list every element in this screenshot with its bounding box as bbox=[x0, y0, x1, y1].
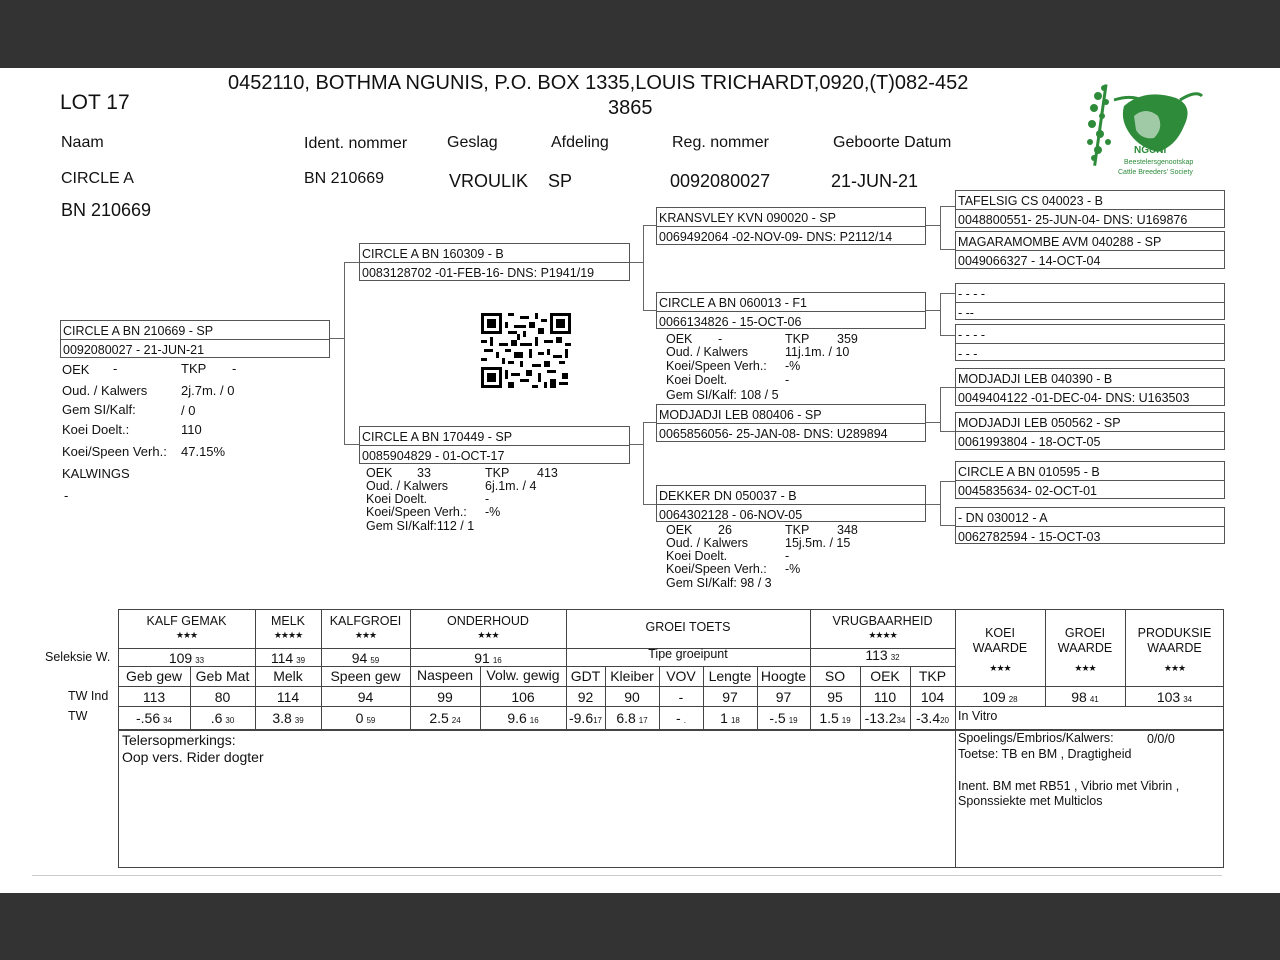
value-naam: CIRCLE A bbox=[61, 170, 134, 187]
waarde-stars: ★★★ bbox=[1074, 663, 1096, 673]
subject-line2: 0092080027 - 21-JUN-21 bbox=[63, 343, 205, 357]
connector bbox=[643, 225, 644, 310]
sire-line1: CIRCLE A BN 160309 - B bbox=[362, 247, 504, 261]
logo-name: NGUNI bbox=[1134, 145, 1167, 156]
bottom-rule bbox=[32, 875, 1222, 876]
group-name: ONDERHOUD bbox=[447, 614, 529, 628]
connector bbox=[940, 249, 956, 250]
ggp-line2: 0045835634- 02-OCT-01 bbox=[958, 484, 1097, 498]
dam-oud-value: 6j.1m. / 4 bbox=[485, 479, 537, 493]
dd-oek-label: OEK bbox=[666, 523, 693, 537]
dd-tkp-label: TKP bbox=[785, 523, 810, 537]
tw-cell: 2.5 24 bbox=[429, 710, 461, 726]
ggp-box-8 bbox=[955, 507, 1225, 544]
row-label-seleksie: Seleksie W. bbox=[45, 650, 111, 664]
group-kalfgroei bbox=[321, 615, 410, 640]
tw-cell: 6.8 17 bbox=[616, 710, 648, 726]
ggp-line2: 0062782594 - 15-OCT-03 bbox=[958, 530, 1101, 544]
label-reg: Reg. nommer bbox=[672, 134, 769, 151]
subject-doelt-label: Koei Doelt.: bbox=[62, 422, 130, 437]
col-volw-gewig: Volw. gewig bbox=[486, 667, 560, 683]
kalwings-label: KALWINGS bbox=[62, 466, 130, 481]
label-ident: Ident. nommer bbox=[304, 135, 408, 152]
produksie-waarde-header bbox=[1125, 627, 1224, 673]
ggp-box-3 bbox=[955, 283, 1225, 320]
dd-box bbox=[656, 485, 926, 522]
ss-line1: KRANSVLEY KVN 090020 - SP bbox=[659, 211, 836, 225]
ds-line1: MODJADJI LEB 080406 - SP bbox=[659, 408, 822, 422]
group-stars: ★★★★ bbox=[868, 629, 897, 640]
waarde-stars: ★★★ bbox=[989, 663, 1011, 673]
ds-box bbox=[656, 404, 926, 442]
ggp-line2: - -- bbox=[958, 306, 974, 320]
connector bbox=[925, 422, 940, 423]
subject-oud-value: 2j.7m. / 0 bbox=[181, 383, 235, 398]
connector bbox=[940, 387, 956, 388]
dam-oud-label: Oud. / Kalwers bbox=[366, 479, 448, 493]
dam-tkp-label: TKP bbox=[485, 466, 510, 480]
tw-cell: -3.420 bbox=[915, 710, 950, 726]
waarde-stars: ★★★ bbox=[1163, 663, 1186, 673]
ggp-box-7 bbox=[955, 461, 1225, 499]
dam-tkp-value: 413 bbox=[537, 466, 558, 480]
group-name: KALFGROEI bbox=[329, 614, 402, 628]
connector bbox=[940, 387, 941, 431]
ggp-line1: - - - - bbox=[958, 328, 986, 342]
koei-waarde-header bbox=[955, 627, 1045, 673]
connector bbox=[643, 422, 657, 423]
subject-verh-value: 47.15% bbox=[181, 444, 226, 459]
dam-verh-value: -% bbox=[485, 505, 501, 519]
group-name: VRUGBAARHEID bbox=[832, 614, 933, 628]
twind-cell: - bbox=[678, 689, 684, 705]
waarde-name: WAARDE bbox=[972, 640, 1028, 655]
twind-cell: 106 bbox=[511, 689, 535, 705]
ggp-line2: 0049404122 -01-DEC-04- DNS: U163503 bbox=[958, 391, 1190, 405]
col-geb-gew: Geb gew bbox=[125, 668, 183, 684]
connector bbox=[940, 481, 956, 482]
value-afdeling: SP bbox=[548, 171, 573, 191]
dam-line2: 0085904829 - 01-OCT-17 bbox=[362, 449, 505, 463]
remarks-title: Telersopmerkings: bbox=[122, 732, 236, 748]
subject-box bbox=[60, 320, 330, 358]
remarks-text: Oop vers. Rider dogter bbox=[122, 749, 264, 765]
sd-gem: Gem SI/Kalf: 108 / 5 bbox=[666, 388, 779, 402]
kalwings-value: - bbox=[64, 488, 69, 503]
ggp-box-6 bbox=[955, 412, 1225, 450]
spoelings-value: 0/0/0 bbox=[1147, 732, 1175, 746]
subject-gem-label: Gem SI/Kalf: bbox=[62, 402, 136, 417]
subject-verh-label: Koei/Speen Verh.: bbox=[62, 444, 167, 459]
ggp-line1: TAFELSIG CS 040023 - B bbox=[958, 194, 1103, 208]
group-stars: ★★★ bbox=[354, 629, 377, 640]
dd-oud-value: 15j.5m. / 15 bbox=[785, 536, 851, 550]
connector bbox=[643, 225, 657, 226]
value-geslag: VROULIK bbox=[449, 171, 529, 191]
label-naam: Naam bbox=[61, 134, 104, 151]
groei-waarde-header bbox=[1045, 627, 1125, 673]
ggp-box-2 bbox=[955, 231, 1225, 269]
col-lengte: Lengte bbox=[708, 668, 752, 684]
ggp-box-5 bbox=[955, 368, 1225, 406]
sd-verh-value: -% bbox=[785, 359, 801, 373]
koei-waarde-value: 109 28 bbox=[982, 689, 1018, 705]
sd-oud-value: 11j.1m. / 10 bbox=[785, 345, 850, 359]
row-label-twind: TW Ind bbox=[68, 689, 109, 703]
dd-doelt-label: Koei Doelt. bbox=[666, 549, 728, 563]
sel-onderhoud: 91 16 bbox=[474, 650, 502, 666]
tw-cell: -13.234 bbox=[864, 710, 906, 726]
tw-cell: 9.6 16 bbox=[507, 710, 539, 726]
dd-gem: Gem SI/Kalf: 98 / 3 bbox=[666, 576, 772, 590]
subject-doelt-value: 110 bbox=[181, 422, 202, 437]
sd-oud-label: Oud. / Kalwers bbox=[666, 345, 748, 359]
dam-oek-label: OEK bbox=[366, 466, 393, 480]
ss-line2: 0069492064 -02-NOV-09- DNS: P2112/14 bbox=[659, 230, 893, 244]
ggp-line2: 0061993804 - 18-OCT-05 bbox=[958, 435, 1101, 449]
col-gdt: GDT bbox=[570, 668, 601, 684]
tw-cell: .6 30 bbox=[210, 710, 235, 726]
dd-doelt-value: - bbox=[785, 549, 790, 563]
sd-line1: CIRCLE A BN 060013 - F1 bbox=[659, 296, 807, 310]
twind-cell: 94 bbox=[357, 689, 374, 705]
dd-verh-label: Koei/Speen Verh.: bbox=[666, 562, 767, 576]
connector bbox=[329, 338, 344, 339]
waarde-name: WAARDE bbox=[1057, 640, 1113, 655]
group-vrugbaarheid bbox=[810, 615, 955, 640]
col-hoogte: Hoogte bbox=[760, 668, 807, 684]
twind-cell: 97 bbox=[775, 689, 792, 705]
col-tkp: TKP bbox=[918, 668, 947, 684]
col-melk: Melk bbox=[273, 668, 303, 684]
sire-box bbox=[359, 243, 630, 281]
ggp-line1: - - - - bbox=[958, 287, 986, 301]
dam-doelt-label: Koei Doelt. bbox=[366, 492, 428, 506]
produksie-waarde-value: 103 34 bbox=[1156, 689, 1193, 705]
sel-vrugbaarheid: 113 32 bbox=[865, 647, 900, 663]
groei-waarde-value: 98 41 bbox=[1071, 689, 1099, 705]
label-geslag: Geslag bbox=[447, 134, 498, 151]
lot-number: LOT 17 bbox=[60, 91, 130, 114]
twind-cell: 114 bbox=[276, 689, 300, 705]
subject-gem-value: / 0 bbox=[181, 403, 196, 418]
sd-verh-label: Koei/Speen Verh.: bbox=[666, 359, 767, 373]
inent-note-2: Sponssiekte met Multiclos bbox=[958, 794, 1103, 808]
col-oek: OEK bbox=[870, 668, 900, 684]
sd-tkp-value: 359 bbox=[837, 332, 858, 346]
label-geboorte: Geboorte Datum bbox=[833, 134, 952, 151]
logo-line1: Beestelersgenootskap bbox=[1124, 159, 1194, 166]
ggp-line1: MODJADJI LEB 050562 - SP bbox=[958, 416, 1121, 430]
waarde-name: GROEI bbox=[1064, 626, 1106, 640]
group-kalf-gemak bbox=[118, 615, 255, 640]
ggp-line2: - - - bbox=[958, 347, 978, 361]
dd-line1: DEKKER DN 050037 - B bbox=[659, 489, 797, 503]
sel-kalfgroei: 94 59 bbox=[351, 650, 380, 666]
inent-note-1: Inent. BM met RB51 , Vibrio met Vibrin , bbox=[958, 779, 1180, 793]
ggp-box-1 bbox=[955, 190, 1225, 228]
twind-cell: 110 bbox=[873, 689, 897, 705]
waarde-name: KOEI bbox=[985, 626, 1015, 640]
sd-box bbox=[656, 292, 926, 329]
connector bbox=[940, 206, 956, 207]
dd-tkp-value: 348 bbox=[837, 523, 858, 537]
connector bbox=[643, 504, 657, 505]
tw-cell: 0 59 bbox=[355, 710, 376, 726]
twind-cell: 104 bbox=[920, 689, 945, 705]
twind-cell: 113 bbox=[142, 689, 166, 705]
tw-cell: - . bbox=[676, 710, 686, 726]
connector bbox=[344, 444, 359, 445]
connector bbox=[344, 262, 345, 444]
twind-cell: 90 bbox=[624, 689, 640, 705]
tw-cell: 3.8 39 bbox=[272, 710, 304, 726]
subject-oud-label: Oud. / Kalwers bbox=[62, 383, 148, 398]
twind-cell: 95 bbox=[827, 689, 843, 705]
sd-line2: 0066134826 - 15-OCT-06 bbox=[659, 315, 802, 329]
col-so: SO bbox=[824, 668, 846, 684]
label-afdeling: Afdeling bbox=[551, 134, 609, 151]
dd-line2: 0064302128 - 06-NOV-05 bbox=[659, 508, 803, 522]
tw-cell: 1.5 19 bbox=[819, 710, 851, 726]
waarde-name: PRODUKSIE bbox=[1137, 626, 1212, 640]
subject-tkp-label: TKP bbox=[181, 361, 207, 376]
groei-toets-sub: Tipe groeipunt bbox=[648, 647, 728, 661]
connector bbox=[643, 422, 644, 504]
sel-melk: 114 39 bbox=[270, 650, 306, 666]
group-onderhoud bbox=[410, 615, 566, 640]
connector bbox=[940, 206, 941, 249]
ggp-line1: CIRCLE A BN 010595 - B bbox=[958, 465, 1100, 479]
connector bbox=[629, 262, 643, 263]
connector bbox=[925, 504, 940, 505]
connector bbox=[940, 293, 956, 294]
sd-tkp-label: TKP bbox=[785, 332, 810, 346]
connector bbox=[940, 293, 941, 335]
ss-box bbox=[656, 207, 926, 245]
dd-oud-label: Oud. / Kalwers bbox=[666, 536, 748, 550]
dam-doelt-value: - bbox=[485, 492, 490, 506]
connector bbox=[925, 310, 940, 311]
connector bbox=[940, 431, 956, 432]
bottom-band bbox=[0, 893, 1280, 960]
connector bbox=[940, 335, 956, 336]
group-name: MELK bbox=[270, 614, 306, 628]
value-reg: 0092080027 bbox=[670, 171, 771, 191]
col-geb-mat: Geb Mat bbox=[195, 668, 250, 684]
sd-doelt-value: - bbox=[785, 373, 790, 387]
in-vitro-label: In Vitro bbox=[958, 709, 998, 723]
ggp-line2: 0049066327 - 14-OCT-04 bbox=[958, 254, 1101, 268]
dd-verh-value: -% bbox=[785, 562, 801, 576]
spoelings-label: Spoelings/Embrios/Kalwers: bbox=[958, 731, 1114, 745]
row-label-tw: TW bbox=[68, 709, 88, 723]
ggp-box-4 bbox=[955, 324, 1225, 361]
connector bbox=[629, 444, 643, 445]
group-name: KALF GEMAK bbox=[146, 614, 227, 628]
ds-line2: 0065856056- 25-JAN-08- DNS: U289894 bbox=[659, 427, 888, 441]
subject-line1: CIRCLE A BN 210669 - SP bbox=[63, 324, 214, 338]
dd-oek-value: 26 bbox=[718, 523, 732, 537]
top-band bbox=[0, 0, 1280, 68]
sd-doelt-label: Koei Doelt. bbox=[666, 373, 728, 387]
sd-oek-label: OEK bbox=[666, 332, 693, 346]
col-naspeen: Naspeen bbox=[416, 667, 474, 683]
ggp-line1: - DN 030012 - A bbox=[958, 511, 1048, 525]
tw-cell: 1 18 bbox=[720, 710, 740, 726]
value-bn: BN 210669 bbox=[61, 200, 152, 220]
value-ident: BN 210669 bbox=[304, 170, 385, 187]
dam-line1: CIRCLE A BN 170449 - SP bbox=[362, 430, 513, 444]
col-speen-gew: Speen gew bbox=[330, 668, 401, 684]
tw-cell: -.56 34 bbox=[135, 710, 173, 726]
twind-cell: 92 bbox=[577, 689, 594, 705]
tw-cell: -.5 19 bbox=[769, 710, 798, 726]
subject-oek-label: OEK bbox=[62, 362, 90, 377]
twind-cell: 99 bbox=[437, 689, 453, 705]
ggp-line2: 0048800551- 25-JUN-04- DNS: U169876 bbox=[958, 213, 1188, 227]
twind-cell: 97 bbox=[722, 689, 738, 705]
ggp-line1: MODJADJI LEB 040390 - B bbox=[958, 372, 1113, 386]
waarde-name: WAARDE bbox=[1147, 640, 1202, 655]
dam-box bbox=[359, 426, 630, 464]
sire-line2: 0083128702 -01-FEB-16- DNS: P1941/19 bbox=[362, 266, 595, 280]
dam-verh-label: Koei/Speen Verh.: bbox=[366, 505, 467, 519]
group-stars: ★★★ bbox=[477, 629, 499, 640]
breeder-line-1: 0452110, BOTHMA NGUNIS, P.O. BOX 1335,LOUIS TRICHARDT,0920,(T)082-452 bbox=[228, 72, 969, 94]
sel-kalf-gemak: 109 33 bbox=[168, 650, 205, 666]
value-geboorte: 21-JUN-21 bbox=[831, 171, 919, 191]
tw-cell: -9.617 bbox=[568, 710, 603, 726]
subject-tkp-value: - bbox=[232, 361, 237, 376]
connector bbox=[940, 481, 941, 525]
connector bbox=[344, 262, 359, 263]
toetse-note: Toetse: TB en BM , Dragtigheid bbox=[958, 747, 1132, 761]
connector bbox=[925, 225, 940, 226]
dam-oek-value: 33 bbox=[417, 466, 431, 480]
connector bbox=[643, 310, 657, 311]
connector bbox=[940, 525, 956, 526]
dam-gem: Gem SI/Kalf:112 / 1 bbox=[366, 519, 475, 533]
col-vov: VOV bbox=[666, 668, 696, 684]
twind-cell: 80 bbox=[214, 689, 231, 705]
group-stars: ★★★ bbox=[175, 629, 198, 640]
subject-oek-value: - bbox=[113, 361, 118, 376]
breeder-line-2: 3865 bbox=[608, 97, 653, 119]
nguni-logo bbox=[1084, 76, 1204, 180]
group-melk bbox=[255, 615, 321, 640]
group-groei-toets: GROEI TOETS bbox=[645, 620, 731, 634]
col-kleiber: Kleiber bbox=[610, 668, 654, 684]
ggp-line1: MAGARAMOMBE AVM 040288 - SP bbox=[958, 235, 1162, 249]
qr-code bbox=[481, 313, 571, 388]
logo-line2: Cattle Breeders' Society bbox=[1118, 169, 1193, 176]
group-stars: ★★★★ bbox=[273, 629, 303, 640]
sd-oek-value: - bbox=[718, 332, 723, 346]
